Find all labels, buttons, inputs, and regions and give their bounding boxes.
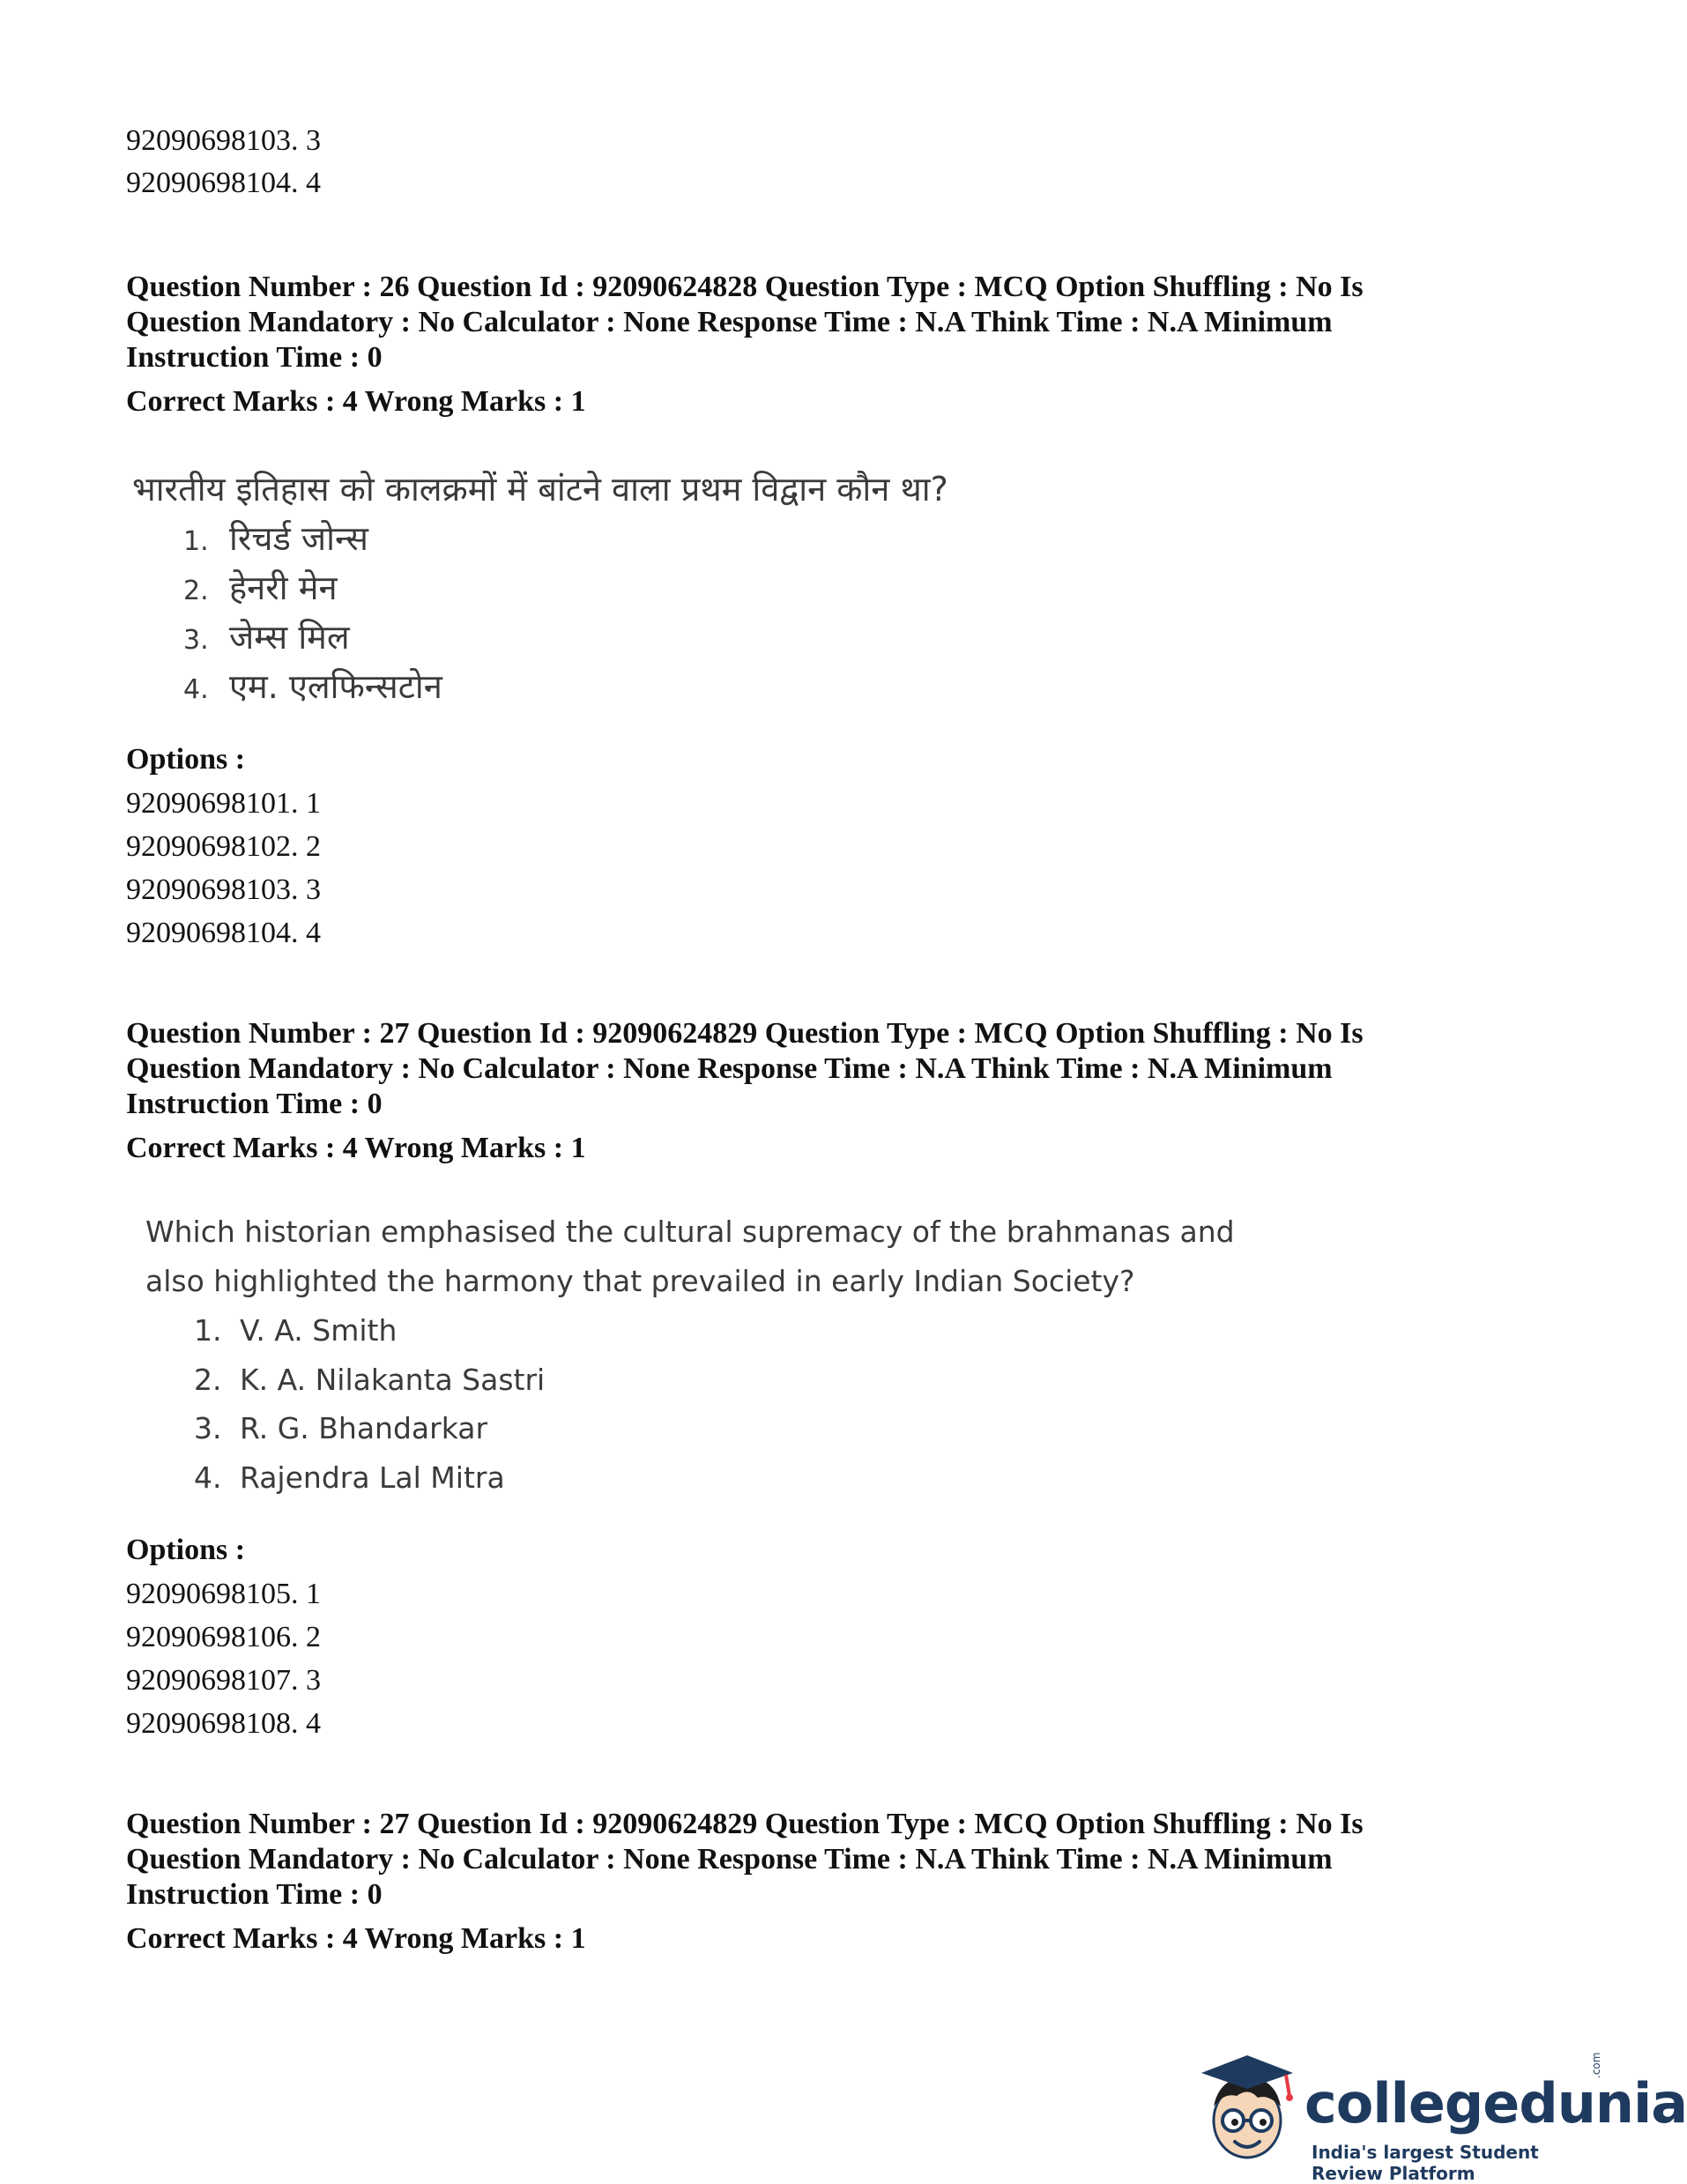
choice-number: 4.	[194, 1460, 222, 1495]
q27-meta-line2: Question Mandatory : No Calculator : None Response Time : N.A Think Time : N.A Minimum	[126, 1052, 1333, 1085]
q27b-meta-line3: Instruction Time : 0	[126, 1878, 383, 1911]
q27-option-1: 92090698105. 1	[126, 1578, 321, 1610]
choice-text: K. A. Nilakanta Sastri	[240, 1363, 546, 1397]
q26-question-image	[132, 465, 978, 712]
choice-number: 3.	[194, 1411, 222, 1445]
q27-meta-line1: Question Number : 27 Question Id : 92090624829 Question Type : MCQ Option Shuffling : No Is	[126, 1017, 1364, 1050]
choice-text: V. A. Smith	[240, 1313, 398, 1348]
q27-question-line2: also highlighted the harmony that prevailed in early Indian Society?	[145, 1264, 1135, 1298]
logo-com: .com	[1590, 2052, 1602, 2078]
q26-meta-line1: Question Number : 26 Question Id : 92090624828 Question Type : MCQ Option Shuffling : No Is	[126, 271, 1364, 303]
choice-text: हेनरी मेन	[229, 568, 338, 607]
q27b-meta-line2: Question Mandatory : No Calculator : None Response Time : N.A Think Time : N.A Minimum	[126, 1843, 1333, 1876]
prev-option-4: 92090698104. 4	[126, 167, 321, 199]
q26-choice-3	[183, 613, 350, 659]
q26-option-4: 92090698104. 4	[126, 917, 321, 949]
q27-choice-1	[194, 1313, 397, 1348]
q27-meta-line3: Instruction Time : 0	[126, 1088, 383, 1120]
choice-text: एम. एलफिन्सटोन	[229, 667, 442, 706]
logo-wordmark: collegedunia	[1304, 2071, 1687, 2136]
choice-text: रिचर्ड जोन्स	[229, 519, 368, 558]
prev-option-3: 92090698103. 3	[126, 124, 321, 157]
choice-number: 2.	[183, 576, 209, 606]
q26-choice-4	[183, 663, 442, 709]
collegedunia-logo	[1194, 2052, 1687, 2184]
q27-options-label: Options :	[126, 1534, 246, 1566]
choice-number: 1.	[183, 526, 209, 557]
q27-question-image	[145, 1215, 1235, 1514]
q27-marks: Correct Marks : 4 Wrong Marks : 1	[126, 1132, 586, 1164]
q27-choice-3	[194, 1411, 487, 1445]
choice-text: R. G. Bhandarkar	[240, 1411, 488, 1445]
q26-question-text: भारतीय इतिहास को कालक्रमों में बांटने वाला प्रथम विद्वान कौन था?	[132, 470, 948, 509]
student-mascot-icon	[1194, 2052, 1300, 2166]
q27-option-3: 92090698107. 3	[126, 1664, 321, 1697]
q26-option-3: 92090698103. 3	[126, 873, 321, 906]
q27-choice-4	[194, 1460, 505, 1495]
q27-choice-2	[194, 1363, 545, 1397]
q26-meta-line2: Question Mandatory : No Calculator : None Response Time : N.A Think Time : N.A Minimum	[126, 306, 1333, 338]
q26-choice-1	[183, 515, 368, 561]
choice-number: 1.	[194, 1313, 222, 1348]
q26-choice-2	[183, 564, 338, 610]
q27b-marks: Correct Marks : 4 Wrong Marks : 1	[126, 1922, 586, 1955]
q26-option-1: 92090698101. 1	[126, 787, 321, 820]
q26-options-label: Options :	[126, 743, 246, 776]
q26-option-2: 92090698102. 2	[126, 830, 321, 863]
q27b-meta-line1: Question Number : 27 Question Id : 92090624829 Question Type : MCQ Option Shuffling : No Is	[126, 1808, 1364, 1840]
choice-text: Rajendra Lal Mitra	[240, 1460, 505, 1495]
q27-option-2: 92090698106. 2	[126, 1621, 321, 1653]
q27-question-line1: Which historian emphasised the cultural supremacy of the brahmanas and	[145, 1215, 1235, 1249]
choice-text: जेम्स मिल	[229, 618, 350, 657]
q26-meta-line3: Instruction Time : 0	[126, 341, 383, 374]
logo-tagline: India's largest Student Review Platform	[1312, 2142, 1539, 2184]
q27-option-4: 92090698108. 4	[126, 1707, 321, 1740]
choice-number: 2.	[194, 1363, 222, 1397]
choice-number: 4.	[183, 674, 209, 705]
q26-marks: Correct Marks : 4 Wrong Marks : 1	[126, 385, 586, 418]
choice-number: 3.	[183, 625, 209, 656]
